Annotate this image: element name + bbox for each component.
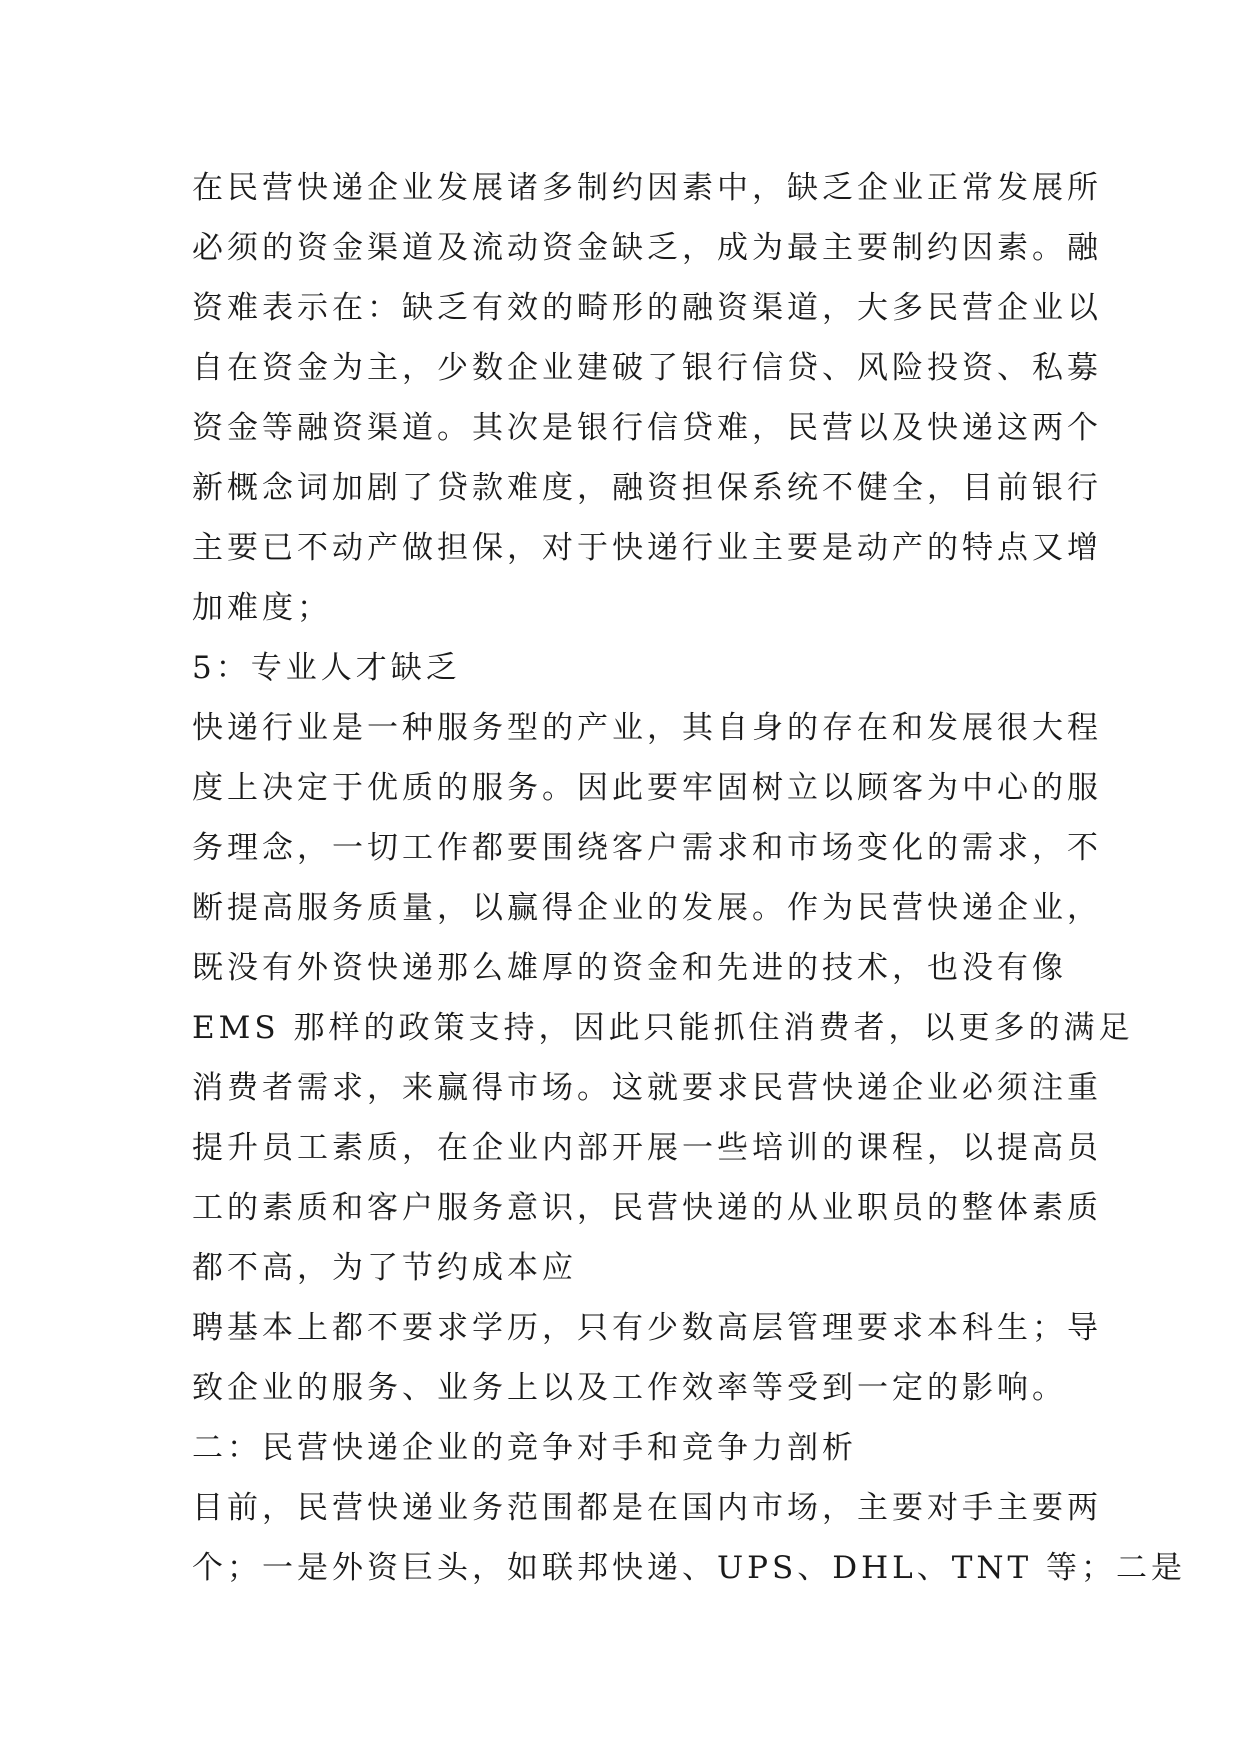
text-line: 自在资金为主，少数企业建破了银行信贷、风险投资、私募	[192, 350, 1102, 386]
document-body	[192, 158, 1187, 1598]
text-line: 断提高服务质量，以赢得企业的发展。作为民营快递企业，	[192, 890, 1102, 926]
text-line: 快递行业是一种服务型的产业，其自身的存在和发展很大程	[192, 710, 1102, 746]
text-line: 工的素质和客户服务意识，民营快递的从业职员的整体素质	[192, 1190, 1102, 1226]
text-line: 度上决定于优质的服务。因此要牢固树立以顾客为中心的服	[192, 770, 1102, 806]
text-line: 致企业的服务、业务上以及工作效率等受到一定的影响。	[192, 1370, 1067, 1406]
text-line: 务理念，一切工作都要围绕客户需求和市场变化的需求，不	[192, 830, 1102, 866]
text-line: 主要已不动产做担保，对于快递行业主要是动产的特点又增	[192, 530, 1102, 566]
text-line: EMS 那样的政策支持，因此只能抓住消费者，以更多的满足	[192, 1010, 1134, 1046]
text-line: 个；一是外资巨头，如联邦快递、UPS、DHL、TNT 等；二是	[192, 1550, 1187, 1586]
section-heading: 二：民营快递企业的竞争对手和竞争力剖析	[192, 1430, 857, 1466]
text-line: 加难度；	[192, 590, 332, 626]
section-heading: 5：专业人才缺乏	[192, 650, 461, 686]
text-line: 目前，民营快递业务范围都是在国内市场，主要对手主要两	[192, 1490, 1102, 1526]
text-line: 必须的资金渠道及流动资金缺乏，成为最主要制约因素。融	[192, 230, 1102, 266]
text-line: 既没有外资快递那么雄厚的资金和先进的技术，也没有像	[192, 950, 1067, 986]
text-line: 都不高，为了节约成本应	[192, 1250, 577, 1286]
text-line: 提升员工素质，在企业内部开展一些培训的课程，以提高员	[192, 1130, 1102, 1166]
text-line: 在民营快递企业发展诸多制约因素中，缺乏企业正常发展所	[192, 170, 1102, 206]
text-line: 新概念词加剧了贷款难度，融资担保系统不健全，目前银行	[192, 470, 1102, 506]
text-line: 聘基本上都不要求学历，只有少数高层管理要求本科生；导	[192, 1310, 1102, 1346]
text-line: 资金等融资渠道。其次是银行信贷难，民营以及快递这两个	[192, 410, 1102, 446]
text-line: 资难表示在：缺乏有效的畸形的融资渠道，大多民营企业以	[192, 290, 1102, 326]
text-line: 消费者需求，来赢得市场。这就要求民营快递企业必须注重	[192, 1070, 1102, 1106]
